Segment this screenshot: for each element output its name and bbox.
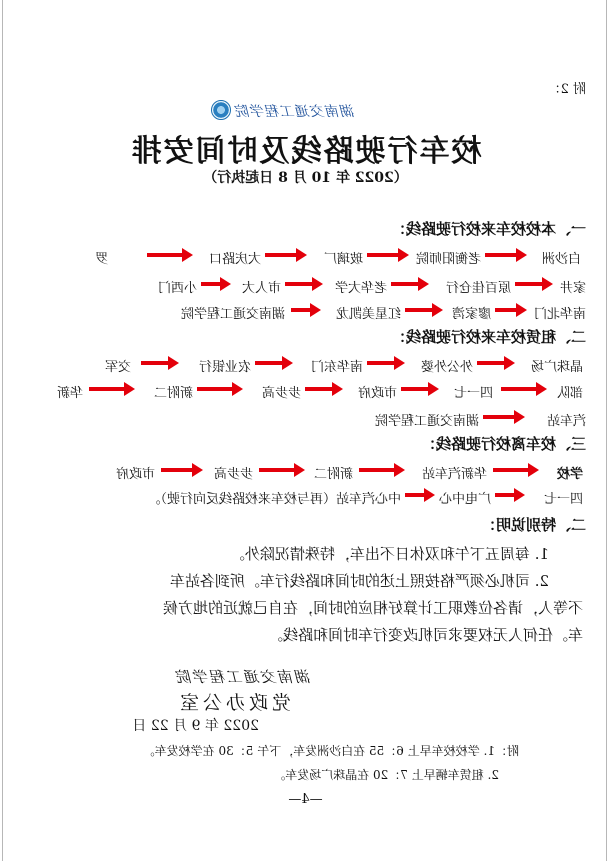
stop: 新附二 [153, 386, 193, 401]
note-2-line-2: 不等人，请各位教职工计算好相应的时间，在自己就近的地方候 [162, 599, 583, 617]
stop: 华新 [56, 386, 83, 401]
right-arrow-icon [405, 303, 443, 317]
annex-label: 附 2： [547, 82, 586, 97]
stop: 市政府 [115, 467, 155, 482]
logo-text: 湖南交通工程学院 [235, 104, 355, 120]
right-arrow-icon [89, 382, 135, 396]
stop: 四一七 [453, 386, 493, 401]
right-arrow-icon [367, 248, 409, 262]
stop: 小西门 [157, 281, 197, 296]
stop: 步步高 [261, 386, 301, 401]
right-arrow-icon [255, 356, 293, 370]
stop: 华新汽车站 [421, 467, 487, 482]
stop: 南华北门 [533, 307, 586, 322]
right-arrow-icon [305, 382, 343, 396]
stop: 中心汽车站（再与校车来校路线反向行驶）。 [147, 492, 401, 507]
note-2-line-1: 2. 司机必须严格按照上述的时间和路线行车。所到各站车 [169, 572, 549, 590]
stop: 外公外婆 [420, 360, 473, 375]
right-arrow-icon [477, 356, 515, 370]
note-1: 1. 每周五下午和双休日不出车，特殊情况除外。 [229, 545, 549, 563]
right-arrow-icon [483, 410, 525, 424]
right-arrow-icon [485, 248, 527, 262]
stop: 市政府 [357, 386, 397, 401]
stop: 原百佳仓行 [445, 281, 511, 296]
right-arrow-icon [515, 277, 553, 291]
right-arrow-icon [501, 382, 547, 396]
page-title: 校车行驶路线及时间安排 [129, 134, 482, 169]
right-arrow-icon [405, 488, 435, 502]
stop: 新附二 [313, 467, 353, 482]
stop: 农业银行 [198, 360, 251, 375]
stop: 步步高 [213, 467, 253, 482]
stop: 家井 [559, 281, 586, 296]
section-heading-1: 一、本校校车来校行驶路线： [390, 220, 586, 238]
section-heading-4: 二、特别说明： [480, 516, 586, 534]
signature-office: 党政办公室 [175, 692, 291, 714]
stop: 廖家湾 [451, 307, 491, 322]
stop: 大庆路口 [208, 252, 261, 267]
right-arrow-icon [141, 356, 179, 370]
right-arrow-icon [285, 277, 323, 291]
stop: 学校 [556, 467, 583, 482]
footnote-2: 2. 租赁车辆早上 7：20 在晶珠广场发车。 [273, 768, 499, 782]
stop: 湖南交通工程学院 [180, 307, 285, 322]
right-arrow-icon [359, 463, 405, 477]
stop: 市人大 [241, 281, 281, 296]
stop: 老华大学 [334, 281, 387, 296]
signature-date: 2022 年 9 月 22 日 [132, 718, 259, 734]
stop: 红星美凯龙 [335, 307, 401, 322]
right-arrow-icon [265, 248, 307, 262]
stop: 四一七 [543, 492, 583, 507]
page-number: —4— [288, 792, 323, 807]
right-arrow-icon [401, 382, 439, 396]
right-arrow-icon [197, 382, 243, 396]
section-heading-2: 二、租赁校车来校行驶路线： [390, 328, 586, 346]
right-arrow-icon [495, 303, 527, 317]
right-arrow-icon [493, 463, 539, 477]
section-heading-3: 三、校车离校行驶路线： [420, 435, 586, 453]
right-arrow-icon [147, 248, 193, 262]
stop: 白沙洲 [541, 252, 581, 267]
stop: 玻璃厂 [323, 252, 363, 267]
stop: 晶珠广场 [530, 360, 583, 375]
right-arrow-icon [161, 463, 203, 477]
right-arrow-icon [291, 303, 321, 317]
note-2-line-3: 车。任何人无权要求司机改变行车时间和路线。 [267, 626, 583, 644]
right-arrow-icon [391, 277, 429, 291]
page-subtitle: （2022 年 10 月 8 日起执行） [203, 170, 408, 186]
stop: 部队 [556, 386, 583, 401]
right-arrow-icon [259, 463, 305, 477]
stop: 南华东门 [310, 360, 363, 375]
stop: 汽车站 [546, 414, 586, 429]
school-emblem-icon [211, 100, 231, 120]
stop: 广电中心 [438, 492, 491, 507]
right-arrow-icon [201, 277, 231, 291]
footnote-1: 附：1. 学校校车早上 6：55 在白沙洲发车，下午 5：30 在学校发车。 [142, 744, 519, 758]
stop: 罗 [94, 252, 108, 267]
right-arrow-icon [367, 356, 405, 370]
stop: 老衡阳师院 [415, 252, 481, 267]
stop: 湖南交通工程学院 [374, 414, 479, 429]
stop: 交军 [104, 360, 131, 375]
school-logo [211, 100, 391, 120]
signature-school: 湖南交通工程学院 [174, 668, 311, 686]
right-arrow-icon [495, 488, 525, 502]
